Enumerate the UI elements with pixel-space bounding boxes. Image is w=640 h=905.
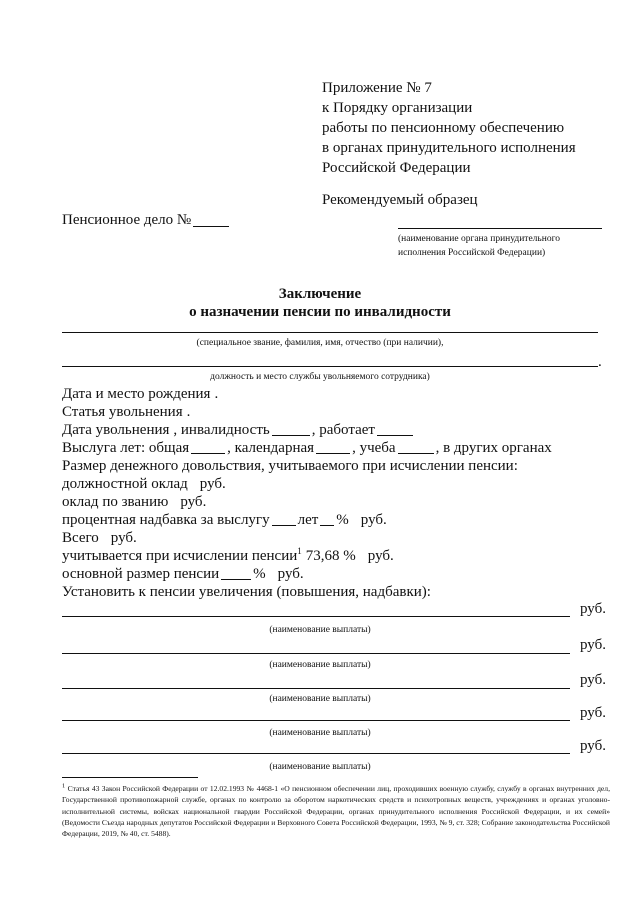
footnote-ref: 1 xyxy=(297,546,302,556)
total-label: Всего xyxy=(62,530,99,546)
base-pct-label: % xyxy=(253,566,266,582)
currency-label: руб. xyxy=(580,637,606,653)
currency-label: руб. xyxy=(580,672,606,688)
bonus-pct-label: % xyxy=(336,512,349,528)
currency-label: руб. xyxy=(360,512,387,528)
employee-position-field[interactable] xyxy=(62,366,598,367)
salary-position-label: должностной оклад xyxy=(62,476,188,492)
disability-field[interactable] xyxy=(272,435,310,436)
bonus-years-label: лет xyxy=(297,512,319,528)
disability-label: , инвалидность xyxy=(173,422,270,438)
footnote xyxy=(62,783,610,839)
currency-label: руб. xyxy=(580,601,606,617)
increase-intro: Установить к пенсии увеличения (повышения, надбавки): xyxy=(62,584,431,600)
allowance-intro-row xyxy=(62,457,600,475)
base-pension-row xyxy=(62,565,600,583)
article-dot: . xyxy=(186,404,191,420)
birth-label: Дата и место рождения xyxy=(62,386,211,402)
bonus-row xyxy=(62,511,600,529)
position-caption: должность и место службы увольняемого сотрудника) xyxy=(210,372,430,382)
currency-label: руб. xyxy=(580,705,606,721)
employee-name-field[interactable] xyxy=(62,332,598,333)
authority-caption-2: исполнения Российской Федерации) xyxy=(398,248,546,258)
base-pension-label: основной размер пенсии xyxy=(62,566,220,582)
counted-percent: 73,68 % xyxy=(305,548,356,564)
dismissal-row xyxy=(62,421,600,439)
title-line-2: о назначении пенсии по инвалидности xyxy=(189,304,451,320)
article-row xyxy=(62,403,600,421)
currency-label: руб. xyxy=(199,476,226,492)
appendix-line-2: к Порядку организации xyxy=(322,100,473,116)
study-label: , учеба xyxy=(352,440,396,456)
authority-caption-1: (наименование органа принудительного xyxy=(398,234,560,244)
other-bodies-label: , в других органах xyxy=(435,440,552,456)
payment-field-3[interactable] xyxy=(62,688,570,689)
base-pct-field[interactable] xyxy=(221,579,251,580)
article-label: Статья увольнения xyxy=(62,404,183,420)
birth-row xyxy=(62,385,600,403)
payment-field-4[interactable] xyxy=(62,720,570,721)
payment-field-5[interactable] xyxy=(62,753,570,754)
payment-caption: (наименование выплаты) xyxy=(269,728,371,738)
salary-rank-label: оклад по званию xyxy=(62,494,169,510)
works-label: , работает xyxy=(311,422,375,438)
birth-dot: . xyxy=(214,386,219,402)
counted-row xyxy=(62,547,600,565)
works-field[interactable] xyxy=(377,435,413,436)
bonus-pct-field[interactable] xyxy=(320,525,334,526)
appendix-line-5: Российской Федерации xyxy=(322,160,471,176)
counted-label: учитывается при исчислении пенсии xyxy=(62,548,298,564)
footnote-mark: 1 xyxy=(62,782,66,790)
service-row xyxy=(62,439,600,457)
case-number-field[interactable] xyxy=(193,226,229,227)
study-field[interactable] xyxy=(398,453,434,454)
salary-position-row xyxy=(62,475,600,493)
payment-field-2[interactable] xyxy=(62,653,570,654)
sample-label: Рекомендуемый образец xyxy=(322,192,478,208)
footnote-text: Статья 43 Закон Российской Федерации от 12.02.1993 № 4468-1 «О пенсионном обеспечении лиц, проходивших военную службу, службу в органах внутренних дел, Государственной противопожарной службе, органах по контролю за оборотом наркотических средств и психотропных веществ, учреждениях и органах уголовно-исполнительной системы, войсках национальной гвардии Российской Федерации, органах принудительного исполнения Российской Федерации, и их семей» (Ведомости Съезда народных депутатов Российской Федерации и Верховного Совета Российской Федерации, 1993, № 9, ст. 328; Собрание законодательства Российской Федерации, 2019, № 40, ст. 5488). xyxy=(62,784,610,839)
payment-caption: (наименование выплаты) xyxy=(269,694,371,704)
allowance-intro: Размер денежного довольствия, учитываемого при исчислении пенсии: xyxy=(62,458,518,474)
dismissal-date-label: Дата увольнения xyxy=(62,422,170,438)
appendix-line-4: в органах принудительного исполнения xyxy=(322,140,576,156)
appendix-line-3: работы по пенсионному обеспечению xyxy=(322,120,565,136)
payment-field-1[interactable] xyxy=(62,616,570,617)
payment-caption: (наименование выплаты) xyxy=(269,625,371,635)
currency-label: руб. xyxy=(180,494,207,510)
calendar-field[interactable] xyxy=(316,453,350,454)
service-total-label: Выслуга лет: общая xyxy=(62,440,190,456)
currency-label: руб. xyxy=(110,530,137,546)
calendar-label: , календарная xyxy=(227,440,315,456)
currency-label: руб. xyxy=(367,548,394,564)
bonus-years-field[interactable] xyxy=(272,525,296,526)
currency-label: руб. xyxy=(277,566,304,582)
increase-intro-row xyxy=(62,583,600,601)
authority-name-field[interactable] xyxy=(398,228,602,229)
bonus-label: процентная надбавка за выслугу xyxy=(62,512,270,528)
footnote-separator xyxy=(62,777,198,778)
payment-caption: (наименование выплаты) xyxy=(269,660,371,670)
name-caption: (специальное звание, фамилия, имя, отчество (при наличии), xyxy=(196,338,444,348)
case-number-row xyxy=(62,210,231,230)
salary-rank-row xyxy=(62,493,600,511)
total-row xyxy=(62,529,600,547)
appendix-line-1: Приложение № 7 xyxy=(322,80,432,96)
case-number-label: Пенсионное дело № xyxy=(62,212,192,228)
service-total-field[interactable] xyxy=(191,453,225,454)
payment-caption: (наименование выплаты) xyxy=(269,762,371,772)
dot-mark: . xyxy=(598,354,602,370)
title-line-1: Заключение xyxy=(278,286,362,302)
currency-label: руб. xyxy=(580,738,606,754)
